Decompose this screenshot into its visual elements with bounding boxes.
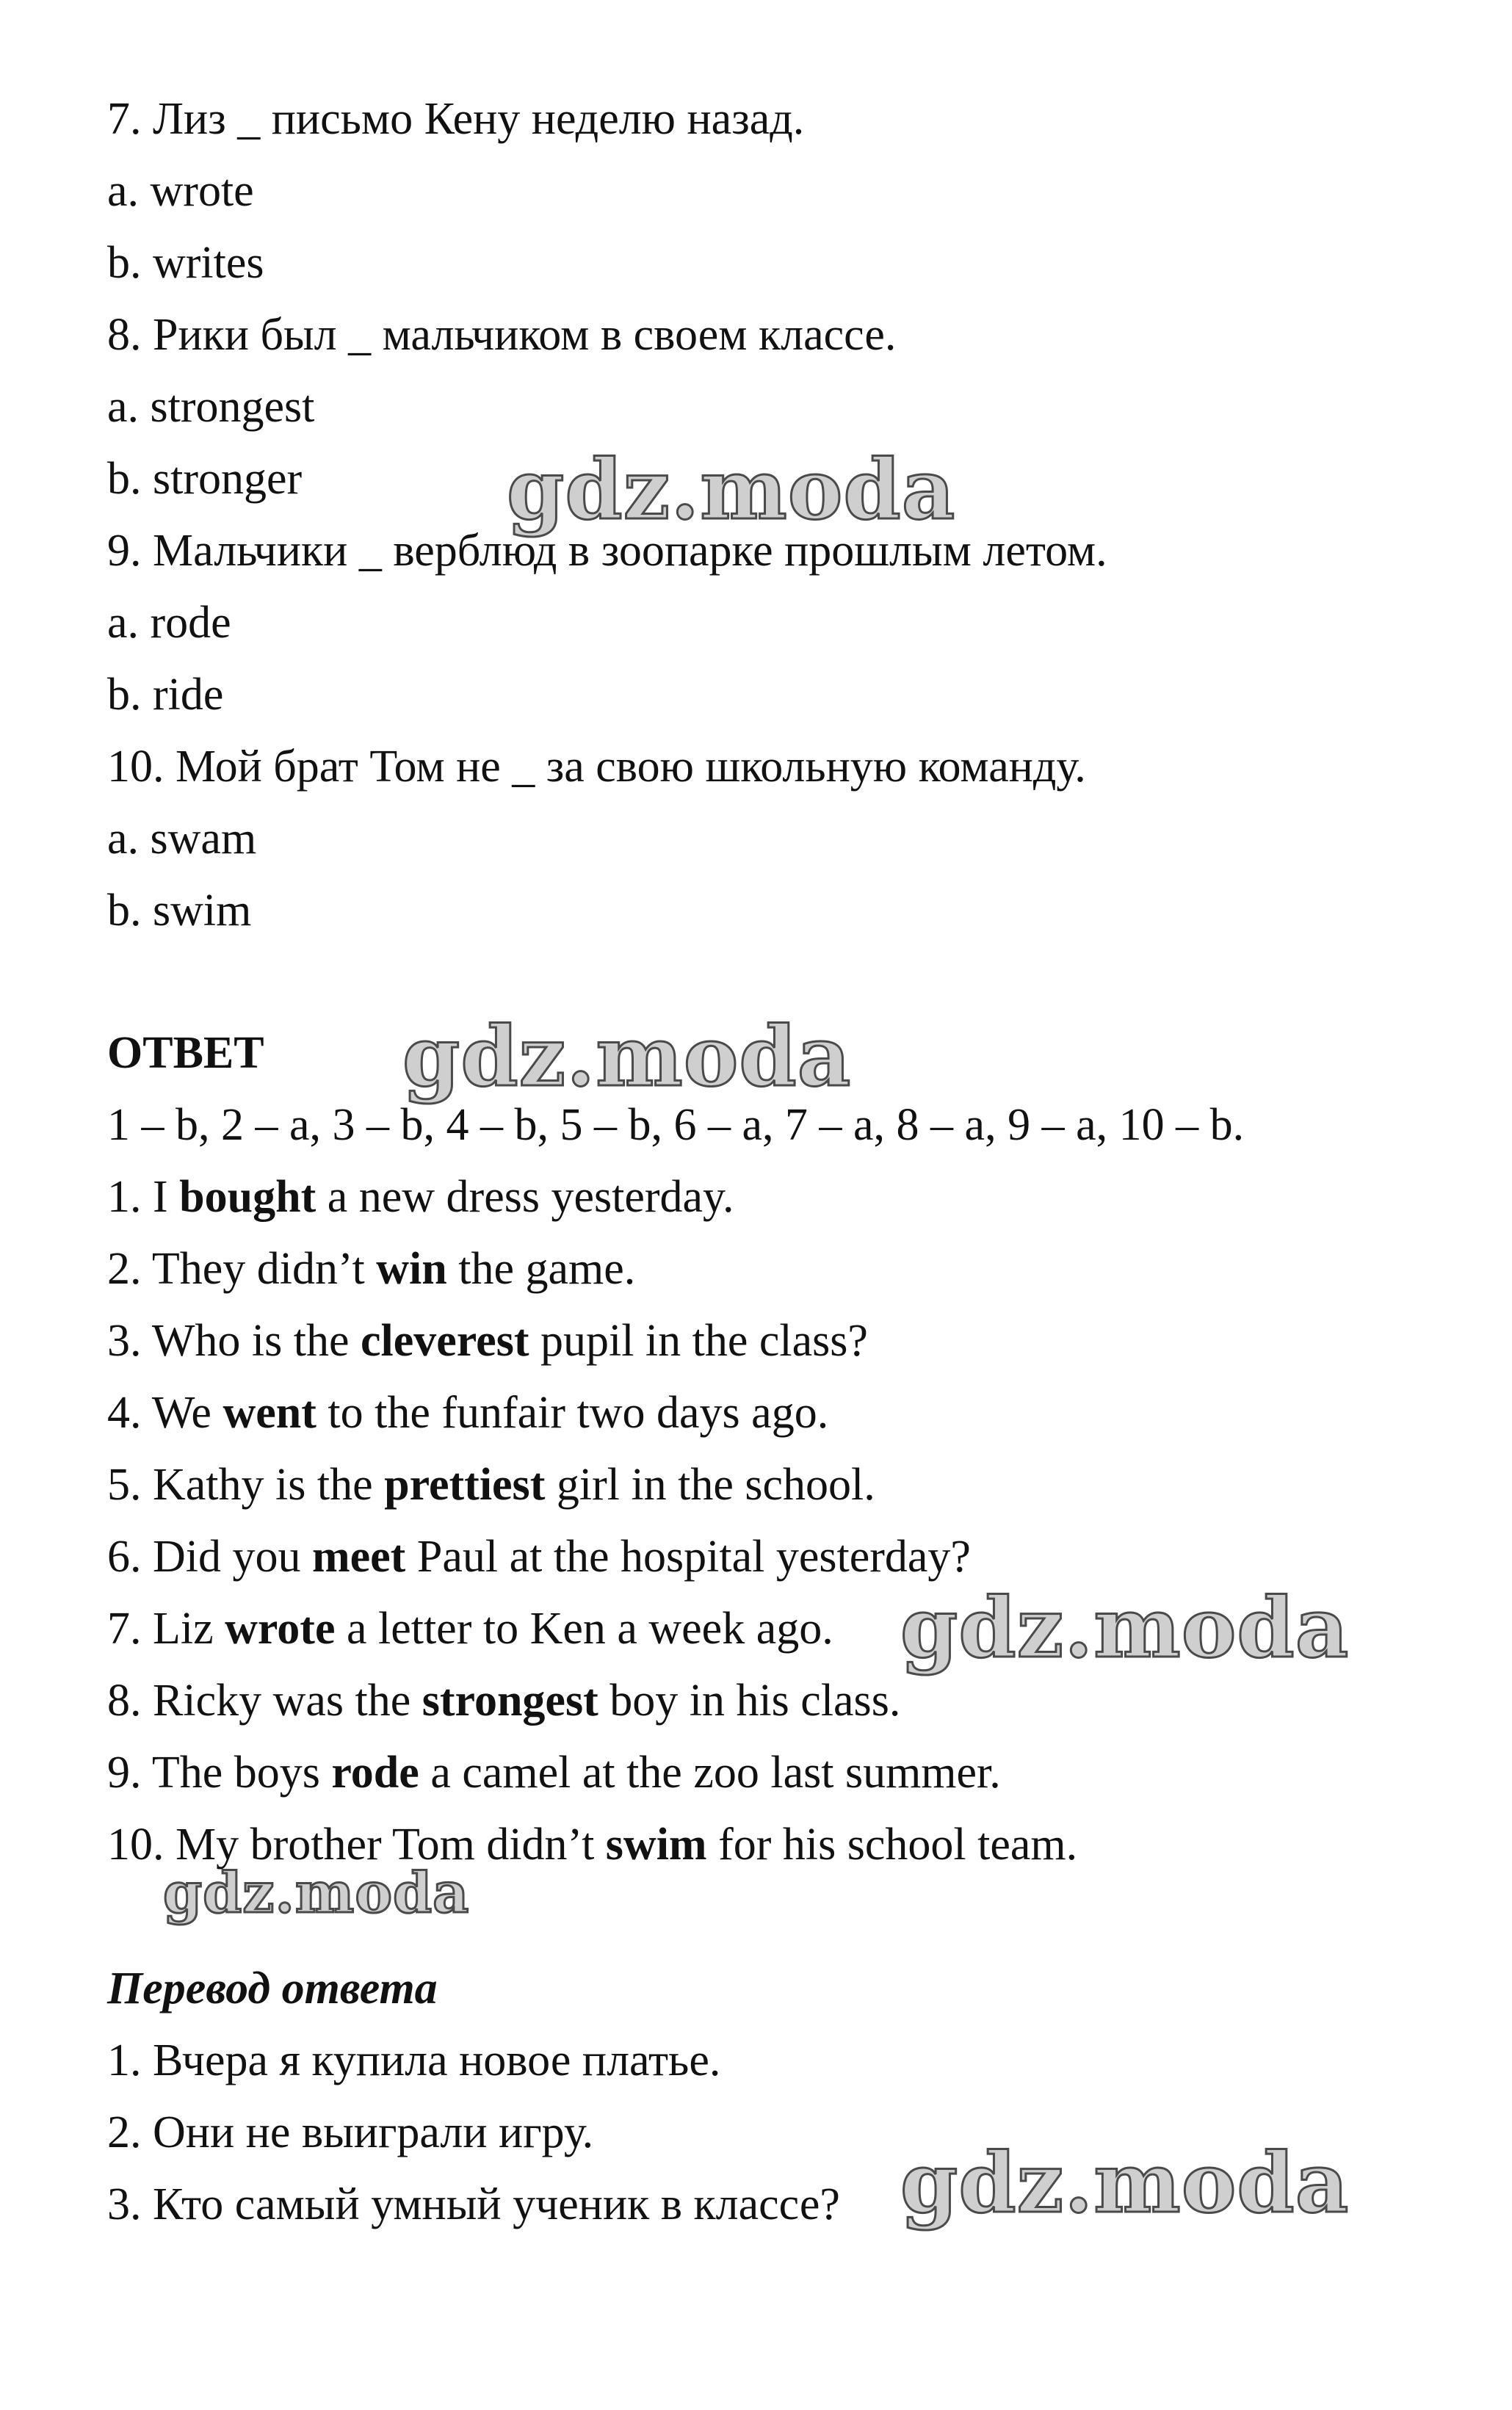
answer-sentence: 9. The boys rode a camel at the zoo last summer. <box>107 1748 1001 1798</box>
answer-word: win <box>376 1244 447 1294</box>
answer-word: meet <box>312 1532 406 1582</box>
answer-sentence: 8. Ricky was the strongest boy in his class. <box>107 1676 901 1726</box>
answer-heading: ОТВЕТ <box>107 1028 264 1078</box>
watermark-logo: gdz.moda <box>163 1860 470 1925</box>
answer-sentence: 3. Who is the cleverest pupil in the class? <box>107 1316 868 1366</box>
answer-key: 1 – b, 2 – a, 3 – b, 4 – b, 5 – b, 6 – a, 7 – a, 8 – a, 9 – a, 10 – b. <box>107 1100 1245 1150</box>
answer-option: a. swam <box>107 814 257 864</box>
watermark-logo: gdz.moda <box>900 2135 1350 2232</box>
question-prompt: 9. Мальчики _ верблюд в зоопарке прошлым летом. <box>107 526 1107 576</box>
translation-line: 3. Кто самый умный ученик в классе? <box>107 2179 840 2229</box>
answer-option: a. strongest <box>107 382 315 432</box>
answer-option: b. writes <box>107 238 264 288</box>
watermark-logo: gdz.moda <box>402 1009 852 1105</box>
answer-sentence: 1. I bought a new dress yesterday. <box>107 1172 734 1222</box>
watermark-logo: gdz.moda <box>900 1580 1350 1676</box>
answer-word: rode <box>331 1748 419 1798</box>
answer-option: b. swim <box>107 886 252 936</box>
answer-option: a. rode <box>107 598 231 648</box>
question-prompt: 8. Рики был _ мальчиком в своем классе. <box>107 310 897 360</box>
answer-word: cleverest <box>361 1316 529 1366</box>
answer-sentence: 10. My brother Tom didn’t swim for his school team. <box>107 1820 1078 1870</box>
answer-word: went <box>223 1388 316 1438</box>
answer-sentence: 2. They didn’t win the game. <box>107 1244 636 1294</box>
answer-sentence: 5. Kathy is the prettiest girl in the school. <box>107 1460 875 1510</box>
answer-sentence: 6. Did you meet Paul at the hospital yesterday? <box>107 1532 971 1582</box>
translation-heading: Перевод ответа <box>107 1964 438 2013</box>
answer-word: strongest <box>422 1676 598 1726</box>
translation-line: 1. Вчера я купила новое платье. <box>107 2036 721 2085</box>
watermark-logo: gdz.moda <box>507 442 956 538</box>
answer-word: prettiest <box>384 1460 546 1510</box>
answer-word: bought <box>179 1172 316 1222</box>
answer-sentence: 7. Liz wrote a letter to Ken a week ago. <box>107 1604 833 1654</box>
answer-word: swim <box>605 1820 707 1870</box>
translation-line: 2. Они не выиграли игру. <box>107 2107 594 2157</box>
answer-option: b. ride <box>107 670 224 720</box>
question-prompt: 7. Лиз _ письмо Кену неделю назад. <box>107 94 805 144</box>
answer-option: b. stronger <box>107 454 303 504</box>
answer-option: a. wrote <box>107 166 254 216</box>
answer-word: wrote <box>225 1604 336 1654</box>
answer-sentence: 4. We went to the funfair two days ago. <box>107 1388 829 1438</box>
question-prompt: 10. Мой брат Том не _ за свою школьную команду. <box>107 742 1086 792</box>
